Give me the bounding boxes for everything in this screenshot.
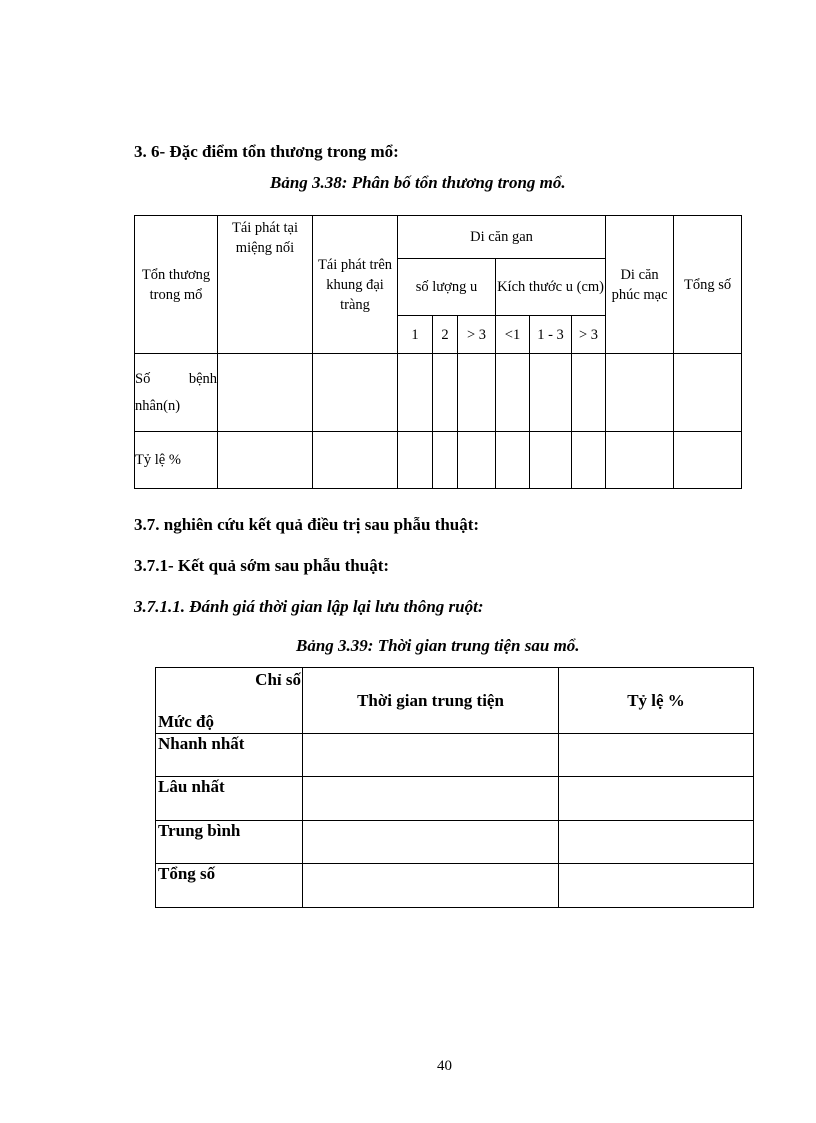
table-cell	[458, 354, 496, 432]
header-count-1: 1	[398, 316, 433, 354]
header-size-lt1: <1	[496, 316, 530, 354]
row-label-total: Tổng số	[156, 864, 303, 908]
table-row	[156, 821, 754, 864]
header-total: Tổng số	[674, 216, 742, 354]
page-number: 40	[437, 1058, 452, 1074]
corner-header	[156, 668, 303, 734]
section-heading-3-7-1-1: 3.7.1.1. Đánh giá thời gian lập lại lưu thông ruột:	[134, 597, 484, 616]
table-cell	[572, 354, 606, 432]
table-cell	[496, 432, 530, 489]
table-cell	[398, 354, 433, 432]
lesion-distribution-table	[134, 215, 742, 489]
table-cell	[530, 354, 572, 432]
table-cell	[559, 777, 754, 821]
table-caption-3-39: Bảng 3.39: Thời gian trung tiện sau mổ.	[296, 636, 580, 655]
table-row	[156, 777, 754, 821]
table-caption-3-38: Bảng 3.38: Phân bố tổn thương trong mổ.	[270, 173, 566, 192]
corner-header-index: Chỉ số	[255, 670, 301, 689]
table-row	[135, 354, 742, 432]
table-cell	[606, 432, 674, 489]
header-lesion: Tổn thương trong mổ	[135, 216, 218, 354]
table-cell	[303, 821, 559, 864]
header-tumor-size: Kích thước u (cm)	[496, 259, 606, 316]
table-cell	[496, 354, 530, 432]
table-cell	[559, 864, 754, 908]
header-count-gt3: > 3	[458, 316, 496, 354]
header-count-2: 2	[433, 316, 458, 354]
section-heading-3-6: 3. 6- Đặc điểm tổn thương trong mổ:	[134, 142, 399, 161]
section-heading-3-7-1: 3.7.1- Kết quả sớm sau phẫu thuật:	[134, 556, 390, 575]
header-tumor-count: số lượng u	[398, 259, 496, 316]
table-cell	[674, 354, 742, 432]
table-cell	[433, 354, 458, 432]
table-cell	[572, 432, 606, 489]
table-cell	[218, 432, 313, 489]
table-cell	[303, 864, 559, 908]
table-cell	[559, 734, 754, 777]
header-recurrence-anastomosis: Tái phát tại miệng nối	[218, 216, 313, 354]
table-cell	[218, 354, 313, 432]
table-cell	[559, 821, 754, 864]
row-label-patients: Số bệnh nhân(n)	[135, 354, 218, 432]
row-label-rate: Tỷ lệ %	[135, 432, 218, 489]
header-rate: Tỷ lệ %	[559, 668, 754, 734]
header-size-1-3: 1 - 3	[530, 316, 572, 354]
table-cell	[530, 432, 572, 489]
table-cell	[303, 777, 559, 821]
row-label-average: Trung bình	[156, 821, 303, 864]
header-recurrence-colon: Tái phát trên khung đại tràng	[313, 216, 398, 354]
table-cell	[398, 432, 433, 489]
table-cell	[433, 432, 458, 489]
table-cell	[303, 734, 559, 777]
corner-header-level: Mức độ	[158, 712, 214, 731]
flatus-time-table	[155, 667, 754, 908]
table-cell	[458, 432, 496, 489]
header-liver-metastasis: Di căn gan	[398, 216, 606, 259]
table-row	[156, 734, 754, 777]
table-cell	[606, 354, 674, 432]
table-cell	[674, 432, 742, 489]
table-row	[135, 432, 742, 489]
header-peritoneal-metastasis: Di căn phúc mạc	[606, 216, 674, 354]
table-row	[156, 864, 754, 908]
row-label-fastest: Nhanh nhất	[156, 734, 303, 777]
section-heading-3-7: 3.7. nghiên cứu kết quả điều trị sau phẫu thuật:	[134, 515, 480, 534]
table-cell	[313, 354, 398, 432]
header-flatus-time: Thời gian trung tiện	[303, 668, 559, 734]
table-cell	[313, 432, 398, 489]
row-label-slowest: Lâu nhất	[156, 777, 303, 821]
header-size-gt3: > 3	[572, 316, 606, 354]
